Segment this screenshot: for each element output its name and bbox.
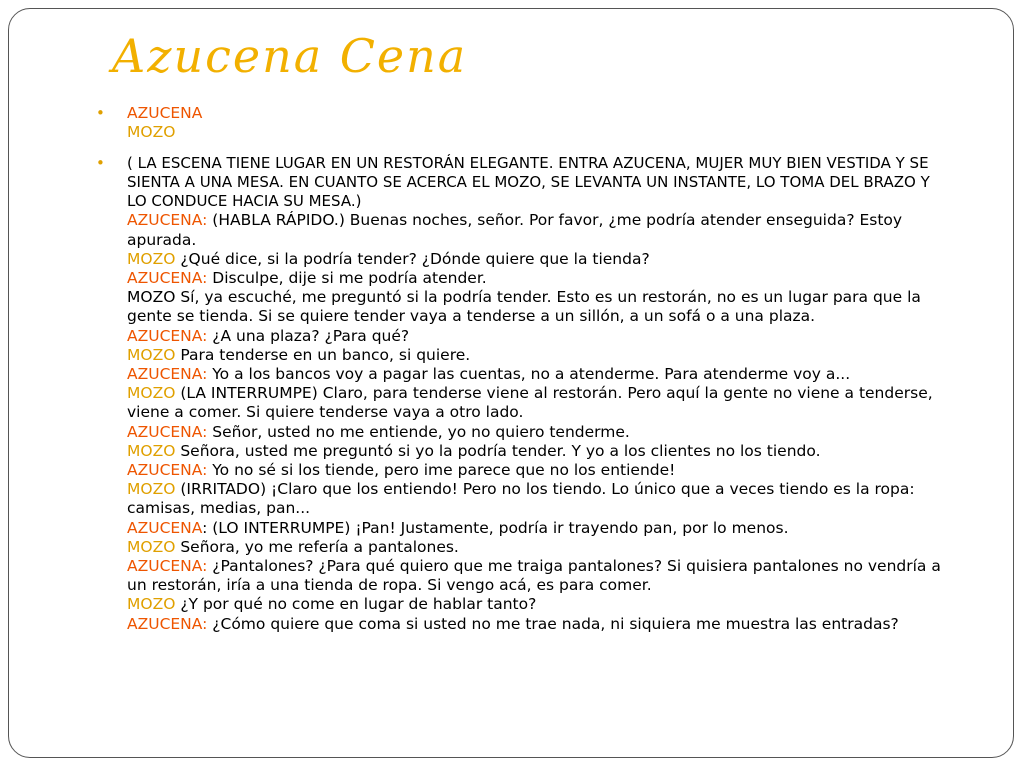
speaker-name: AZUCENA: (127, 365, 208, 384)
speaker-name: AZUCENA: (127, 269, 208, 288)
dialogue-line (127, 327, 946, 346)
dialogue-text: (IRRITADO) ¡Claro que los entiendo! Pero no los tiendo. Lo único que a veces tiendo es la ropa: camisas, medias, pan... (127, 480, 915, 518)
dialogue-line (127, 538, 946, 557)
dialogue-text: Para tenderse en un banco, si quiere. (175, 345, 471, 364)
speaker-name: MOZO (127, 249, 176, 268)
dialogue-text: Señor, usted no me entiende, yo no quiero tenderme. (207, 422, 630, 441)
speaker-name: AZUCENA (127, 518, 203, 537)
dialogue-text: ¿Cómo quiere que coma si usted no me trae nada, ni siquiera me muestra las entradas? (207, 614, 899, 633)
bullet-icon: • (96, 154, 105, 173)
slide-title: Azucena Cena (112, 29, 468, 83)
speaker-name: MOZO (127, 288, 176, 307)
dialogue-line (127, 461, 946, 480)
script-list-item (96, 154, 946, 633)
dialogue-line (127, 480, 946, 518)
dialogue-text: ¿A una plaza? ¿Para qué? (207, 326, 410, 345)
speaker-name: AZUCENA: (127, 211, 208, 230)
dialogue-line (127, 519, 946, 538)
dialogue-line (127, 615, 946, 634)
dialogue-line (127, 595, 946, 614)
speaker-name: MOZO (127, 595, 176, 614)
dialogue-text: Disculpe, dije si me podría atender. (207, 269, 487, 288)
dialogue-line (127, 211, 946, 249)
cast-list-item (96, 104, 946, 142)
dialogue-line (127, 269, 946, 288)
dialogue-text: ¿Qué dice, si la podría tender? ¿Dónde quiere que la tienda? (175, 249, 650, 268)
dialogue-line (127, 288, 946, 326)
dialogue-line (127, 250, 946, 269)
dialogue-text: Señora, usted me preguntó si yo la podría tender. Y yo a los clientes no los tiendo. (175, 441, 821, 460)
dialogue-text: Yo a los bancos voy a pagar las cuentas, no a atenderme. Para atenderme voy a... (207, 365, 851, 384)
dialogue-text: ¿Pantalones? ¿Para qué quiero que me traiga pantalones? Si quisiera pantalones no vendría a un restorán, iría a una tienda de ropa. Si vengo acá, es para comer. (127, 557, 941, 595)
cast-mozo: MOZO (127, 123, 176, 142)
speaker-name: MOZO (127, 537, 176, 556)
dialogue-line (127, 365, 946, 384)
cast-azucena: AZUCENA (127, 104, 203, 122)
dialogue-text: : (LO INTERRUMPE) ¡Pan! Justamente, podría ir trayendo pan, por lo menos. (202, 518, 789, 537)
bullet-icon: • (96, 104, 105, 122)
dialogue-line (127, 442, 946, 461)
dialogue-text: (LA INTERRUMPE) Claro, para tenderse viene al restorán. Pero aquí la gente no viene a tenderse, viene a comer. Si quiere tenderse vaya a otro lado. (127, 384, 933, 422)
speaker-name: AZUCENA: (127, 326, 208, 345)
dialogue-line (127, 557, 946, 595)
dialogue-text: Señora, yo me refería a pantalones. (175, 537, 459, 556)
dialogue-text: ¿Y por qué no come en lugar de hablar tanto? (175, 595, 537, 614)
dialogue-line (127, 423, 946, 442)
speaker-name: AZUCENA: (127, 461, 208, 480)
dialogue (127, 211, 946, 633)
stage-direction: ( LA ESCENA TIENE LUGAR EN UN RESTORÁN ELEGANTE. ENTRA AZUCENA, MUJER MUY BIEN VESTIDA Y SE SIENTA A UNA MESA. EN CUANTO SE ACERCA EL MOZO, SE LEVANTA UN INSTANTE, LO TOMA DEL BRAZO Y LO CONDUCE HACIA SU MESA.) (127, 154, 930, 211)
dialogue-text: Yo no sé si los tiende, pero ime parece que no los entiende! (207, 461, 676, 480)
slide-content (96, 104, 946, 634)
dialogue-text: (HABLA RÁPIDO.) Buenas noches, señor. Por favor, ¿me podría atender enseguida? Estoy apurada. (127, 211, 903, 249)
speaker-name: MOZO (127, 480, 176, 499)
dialogue-text: Sí, ya escuché, me preguntó si la podría tender. Esto es un restorán, no es un lugar para que la gente se tienda. Si se quiere tender vaya a tenderse a un sillón, a un sofá o a una plaza. (127, 288, 921, 326)
speaker-name: MOZO (127, 384, 176, 403)
dialogue-line (127, 346, 946, 365)
speaker-name: AZUCENA: (127, 422, 208, 441)
speaker-name: AZUCENA: (127, 557, 208, 576)
speaker-name: MOZO (127, 345, 176, 364)
dialogue-line (127, 384, 946, 422)
speaker-name: MOZO (127, 441, 176, 460)
speaker-name: AZUCENA: (127, 614, 208, 633)
